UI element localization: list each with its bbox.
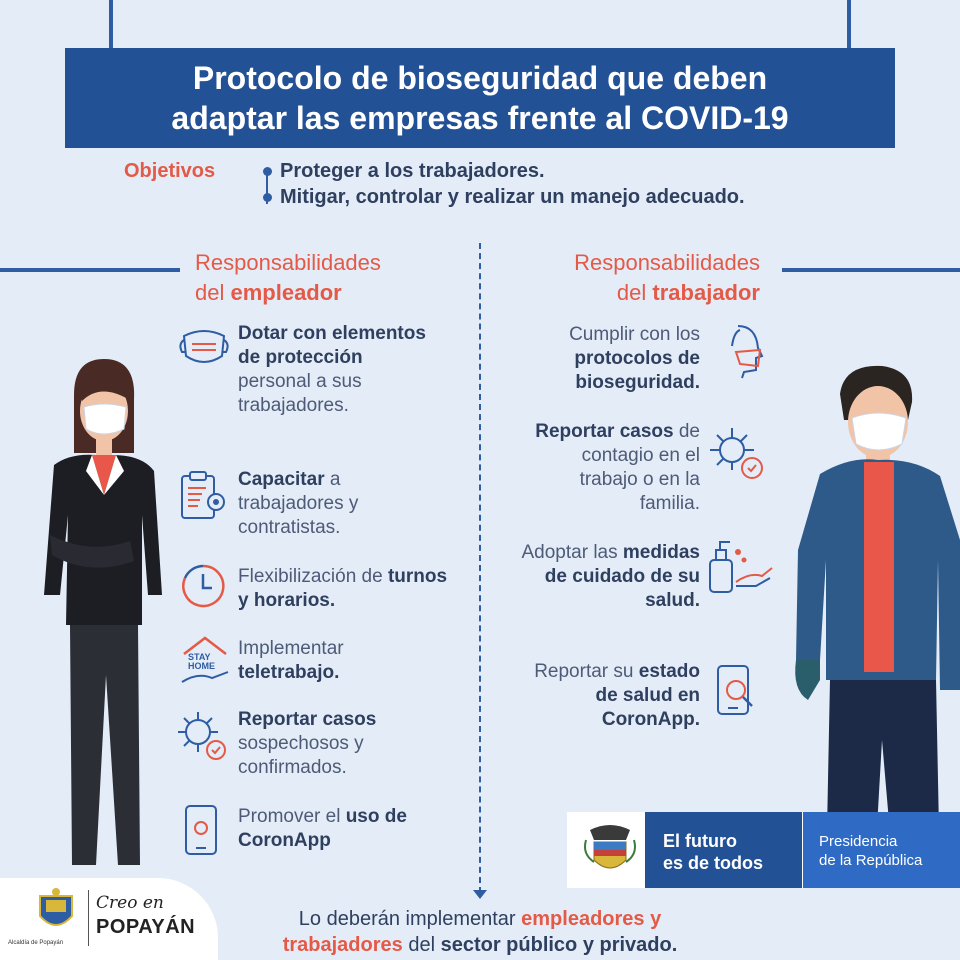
employer-item-report-cases: Reportar casos sospechosos y confirmados. <box>238 709 377 778</box>
arrow-down-icon <box>473 890 487 899</box>
employer-item-training: Capacitar a trabajadores y contratistas. <box>238 469 359 538</box>
worker-item-report-cases: Reportar casos de contagio en el trabajo o en la familia. <box>535 421 700 514</box>
face-mask-icon <box>712 322 768 382</box>
presidency-label: Presidencia de la República <box>803 812 960 888</box>
footer-statement: Lo deberán implementar empleadores y trabajadores del sector público y privado. <box>282 908 678 956</box>
employer-heading: Responsabilidades del empleador <box>195 250 381 305</box>
objectives-label: Objetivos <box>124 160 216 182</box>
gov-slogan: El futuro es de todos <box>645 812 802 888</box>
hand-sanitizer-icon <box>706 538 776 600</box>
employer-item-protection: Dotar con elementos de protección personal a sus trabajadores. <box>238 323 426 416</box>
bullet-icon <box>263 193 272 202</box>
creo-text: Creo en <box>96 893 164 913</box>
virus-check-icon <box>706 424 768 484</box>
logo-divider <box>88 890 89 946</box>
section-line-right <box>782 268 960 272</box>
svg-text:STAY: STAY <box>188 652 211 662</box>
worker-item-protocols: Cumplir con los protocolos de bioseguridad. <box>569 324 700 393</box>
clock-icon <box>180 562 226 612</box>
frame-line-right <box>847 0 851 50</box>
coat-of-arms-icon <box>580 820 640 880</box>
training-icon <box>178 470 232 524</box>
woman-illustration <box>30 355 170 883</box>
title-banner <box>65 48 895 148</box>
objective-item: Proteger a los trabajadores. <box>263 160 545 183</box>
section-line-left <box>0 268 180 272</box>
employer-item-shifts: Flexibilización de turnos y horarios. <box>238 566 448 611</box>
employer-item-telework: Implementar teletrabajo. <box>238 638 344 683</box>
svg-text:HOME: HOME <box>188 661 215 671</box>
mask-icon <box>176 322 232 372</box>
phone-search-icon <box>714 664 766 720</box>
center-divider <box>479 243 481 893</box>
popayan-wordmark: POPAYÁN <box>96 916 196 938</box>
popayan-seal-icon <box>32 886 80 938</box>
city-caption: Alcaldía de Popayán <box>8 940 64 946</box>
employer-item-coronapp: Promover el uso de CoronApp <box>238 806 407 851</box>
worker-heading: Responsabilidades del trabajador <box>574 250 760 305</box>
objective-item: Mitigar, controlar y realizar un manejo adecuado. <box>263 186 745 209</box>
title-line-2: adaptar las empresas frente al COVID-19 <box>171 100 789 136</box>
phone-app-icon <box>182 804 222 858</box>
worker-item-report-status: Reportar su estado de salud en CoronApp. <box>534 661 700 730</box>
man-illustration <box>790 360 960 880</box>
frame-line-left <box>109 0 113 50</box>
title-line-1: Protocolo de bioseguridad que deben <box>192 60 768 96</box>
virus-check-icon <box>174 708 232 766</box>
bullet-icon <box>263 167 272 176</box>
worker-item-health-care: Adoptar las medidas de cuidado de su salud. <box>521 542 700 611</box>
stay-home-icon <box>178 632 232 688</box>
